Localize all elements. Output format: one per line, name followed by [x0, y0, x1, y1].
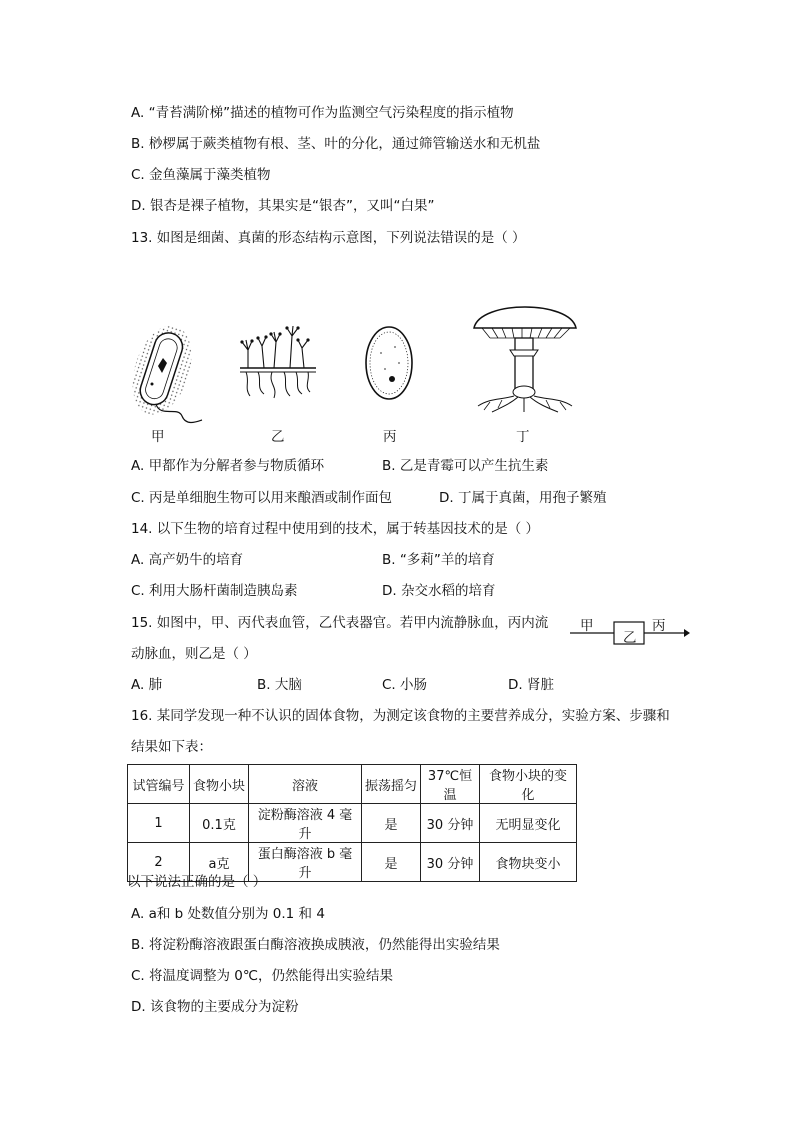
figure-label-yi: 乙 [271, 429, 285, 445]
table-cell: 无明显变化 [480, 804, 577, 843]
experiment-table [127, 764, 577, 882]
table-header-row [128, 765, 577, 804]
q14-option-d: D. 杂交水稻的培育 [382, 583, 496, 599]
q16-stem-line2: 结果如下表： [131, 739, 212, 755]
q14-option-c: C. 利用大肠杆菌制造胰岛素 [131, 583, 298, 599]
yeast-figure [363, 323, 415, 403]
q13-option-c: C. 丙是单细胞生物可以用来酿酒或制作面包 [131, 490, 393, 506]
mushroom-figure [470, 290, 580, 414]
table-header-cell: 食物小块的变化 [480, 765, 577, 804]
figure-label-bing: 丙 [383, 429, 397, 445]
table-cell: 是 [362, 804, 421, 843]
q14-option-b: B. “多莉”羊的培育 [382, 552, 495, 568]
q16-option-a: A. a和 b 处数值分别为 0.1 和 4 [131, 906, 325, 922]
mold-figure [238, 322, 318, 404]
q12-option-b: B. 桫椤属于蕨类植物有根、茎、叶的分化，通过筛管输送水和无机盐 [131, 136, 541, 152]
table-cell: 30 分钟 [421, 843, 480, 882]
q16-stem-line1: 16. 某同学发现一种不认识的固体食物，为测定该食物的主要营养成分，实验方案、步骤和 [131, 708, 670, 724]
q12-option-d: D. 银杏是裸子植物，其果实是“银杏”，又叫“白果” [131, 198, 435, 214]
table-cell: 1 [128, 804, 190, 843]
q15-option-d: D. 肾脏 [508, 677, 554, 693]
flow-label-bing: 丙 [652, 618, 666, 634]
table-cell: 食物块变小 [480, 843, 577, 882]
q12-option-a: A. “青苔满阶梯”描述的植物可作为监测空气污染程度的指示植物 [131, 105, 514, 121]
q12-option-c: C. 金鱼藻属于藻类植物 [131, 167, 271, 183]
q15-stem-line1: 15. 如图中，甲、丙代表血管，乙代表器官。若甲内流静脉血，丙内流 [131, 615, 549, 631]
q16-question: 以下说法正确的是（ ） [127, 874, 267, 890]
table-header-cell: 食物小块 [190, 765, 249, 804]
q15-option-a: A. 肺 [131, 677, 163, 693]
flow-label-yi: 乙 [623, 630, 637, 646]
table-header-cell: 溶液 [249, 765, 362, 804]
flow-label-jia: 甲 [580, 618, 594, 634]
q13-option-b: B. 乙是青霉可以产生抗生素 [382, 458, 549, 474]
q13-option-d: D. 丁属于真菌，用孢子繁殖 [439, 490, 607, 506]
table-cell: 是 [362, 843, 421, 882]
q13-option-a: A. 甲都作为分解者参与物质循环 [131, 458, 325, 474]
table-cell: 蛋白酶溶液 b 毫升 [249, 843, 362, 882]
q13-stem: 13. 如图是细菌、真菌的形态结构示意图，下列说法错误的是（ ） [131, 230, 526, 246]
table-header-cell: 试管编号 [128, 765, 190, 804]
q14-option-a: A. 高产奶牛的培育 [131, 552, 244, 568]
q16-option-c: C. 将温度调整为 0℃，仍然能得出实验结果 [131, 968, 394, 984]
table-cell: 淀粉酶溶液 4 毫升 [249, 804, 362, 843]
figure-label-ding: 丁 [516, 429, 530, 445]
q15-option-b: B. 大脑 [257, 677, 302, 693]
table-header-cell: 37℃恒温 [421, 765, 480, 804]
table-row [128, 804, 577, 843]
figure-label-jia: 甲 [151, 429, 165, 445]
q16-option-d: D. 该食物的主要成分为淀粉 [131, 999, 299, 1015]
q15-option-c: C. 小肠 [382, 677, 428, 693]
table-cell: 0.1克 [190, 804, 249, 843]
q15-stem-line2: 动脉血，则乙是（ ） [131, 646, 257, 662]
table-cell: 2 [128, 843, 190, 882]
table-cell: a克 [190, 843, 249, 882]
table-header-cell: 振荡摇匀 [362, 765, 421, 804]
q14-stem: 14. 以下生物的培育过程中使用到的技术，属于转基因技术的是（ ） [131, 521, 540, 537]
q16-option-b: B. 将淀粉酶溶液跟蛋白酶溶液换成胰液，仍然能得出实验结果 [131, 937, 500, 953]
table-cell: 30 分钟 [421, 804, 480, 843]
bacterium-figure [130, 318, 210, 424]
